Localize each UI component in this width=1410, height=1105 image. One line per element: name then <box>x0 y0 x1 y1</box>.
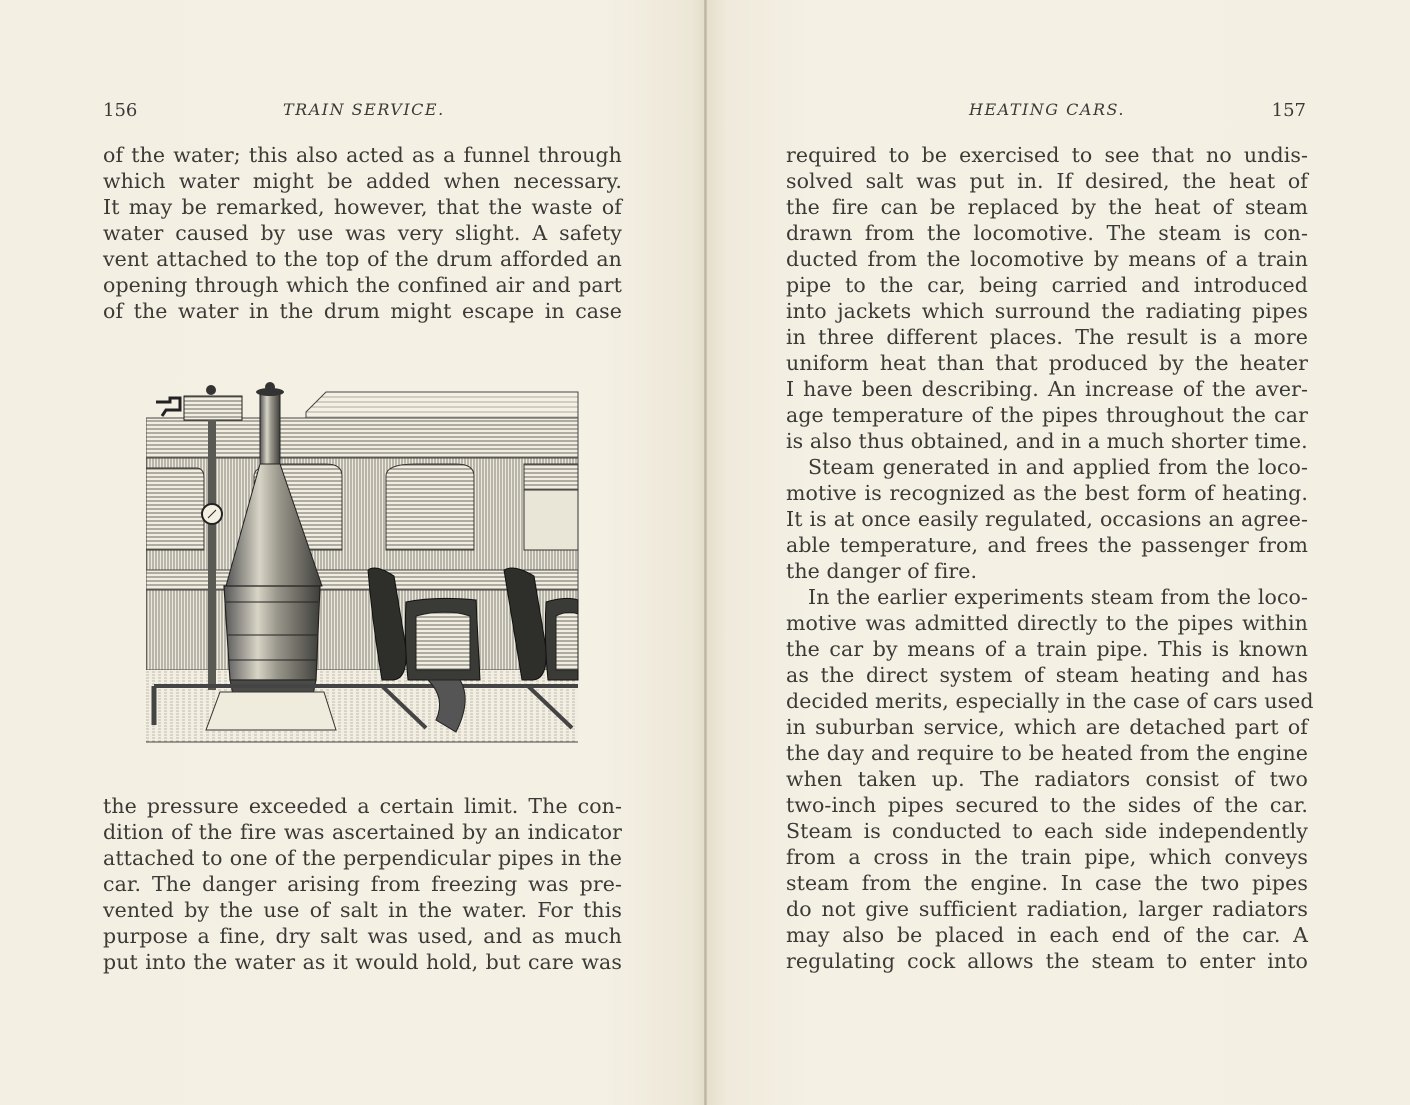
text-line: in three different places. The result is a more <box>786 325 1308 349</box>
text-line: the fire can be replaced by the heat of steam <box>786 195 1308 219</box>
text-line: motive is recognized as the best form of heating. <box>786 481 1308 505</box>
left-running-head <box>103 100 623 124</box>
text-line: pipe to the car, being carried and introduced <box>786 273 1308 297</box>
text-line: do not give sufficient radiation, larger radiators <box>786 897 1308 921</box>
text-line: two-inch pipes secured to the sides of the car. <box>786 793 1308 817</box>
text-line: Steam is conducted to each side independently <box>786 819 1308 843</box>
running-title: HEATING CARS. <box>969 100 1125 119</box>
text-line: regulating cock allows the steam to enter into <box>786 949 1308 973</box>
text-line: of the water in the drum might escape in case <box>103 299 622 323</box>
text-line: water caused by use was very slight. A safety <box>103 221 622 245</box>
text-line: decided merits, especially in the case of cars used <box>786 689 1314 713</box>
text-line: which water might be added when necessary. <box>103 169 622 193</box>
text-line: is also thus obtained, and in a much shorter time. <box>786 429 1308 453</box>
text-line: It may be remarked, however, that the waste of <box>103 195 622 219</box>
right-page-body <box>786 142 1314 974</box>
paragraph-bottom <box>103 793 622 975</box>
text-line: I have been describing. An increase of the aver- <box>786 377 1308 401</box>
text-line: put into the water as it would hold, but care was <box>103 950 622 974</box>
text-line: In the earlier experiments steam from the loco- <box>808 585 1308 609</box>
text-line: in suburban service, which are detached part of <box>786 715 1308 739</box>
running-title: TRAIN SERVICE. <box>283 100 445 119</box>
text-line: the pressure exceeded a certain limit. The con- <box>103 794 622 818</box>
text-line: vent attached to the top of the drum afforded an <box>103 247 622 271</box>
text-line: as the direct system of steam heating and has <box>786 663 1308 687</box>
text-line: may also be placed in each end of the car. A <box>786 923 1308 947</box>
paragraph-top <box>103 142 622 324</box>
car-heater-illustration-icon <box>146 380 579 746</box>
text-line: ducted from the locomotive by means of a train <box>786 247 1308 271</box>
page-number: 156 <box>103 100 138 121</box>
text-line: age temperature of the pipes throughout the car <box>786 403 1308 427</box>
text-line: of the water; this also acted as a funnel through <box>103 143 622 167</box>
text-line: the danger of fire. <box>786 559 978 583</box>
text-line: able temperature, and frees the passenger from <box>786 533 1308 557</box>
text-line: drawn from the locomotive. The steam is con- <box>786 221 1308 245</box>
text-line: into jackets which surround the radiating pipes <box>786 299 1308 323</box>
text-line: It is at once easily regulated, occasions an agree- <box>786 507 1308 531</box>
text-line: from a cross in the train pipe, which conveys <box>786 845 1308 869</box>
text-line: opening through which the confined air and part <box>103 273 622 297</box>
text-line: the day and require to be heated from the engine <box>786 741 1308 765</box>
book-gutter <box>704 0 707 1105</box>
text-line: attached to one of the perpendicular pipes in the <box>103 846 622 870</box>
text-line: required to be exercised to see that no undis- <box>786 143 1308 167</box>
text-line: uniform heat than that produced by the heater <box>786 351 1308 375</box>
text-line: Steam generated in and applied from the loco- <box>808 455 1308 479</box>
text-line: the car by means of a train pipe. This is known <box>786 637 1308 661</box>
text-line: when taken up. The radiators consist of two <box>786 767 1308 791</box>
right-running-head <box>786 100 1306 124</box>
heater-engraving <box>146 380 579 746</box>
text-line: car. The danger arising from freezing was pre- <box>103 872 622 896</box>
text-line: vented by the use of salt in the water. For this <box>103 898 622 922</box>
text-line: dition of the fire was ascertained by an indicator <box>103 820 622 844</box>
text-line: solved salt was put in. If desired, the heat of <box>786 169 1308 193</box>
text-line: steam from the engine. In case the two pipes <box>786 871 1308 895</box>
text-line: motive was admitted directly to the pipes within <box>786 611 1308 635</box>
page-number: 157 <box>1271 100 1306 121</box>
text-line: purpose a fine, dry salt was used, and as much <box>103 924 622 948</box>
